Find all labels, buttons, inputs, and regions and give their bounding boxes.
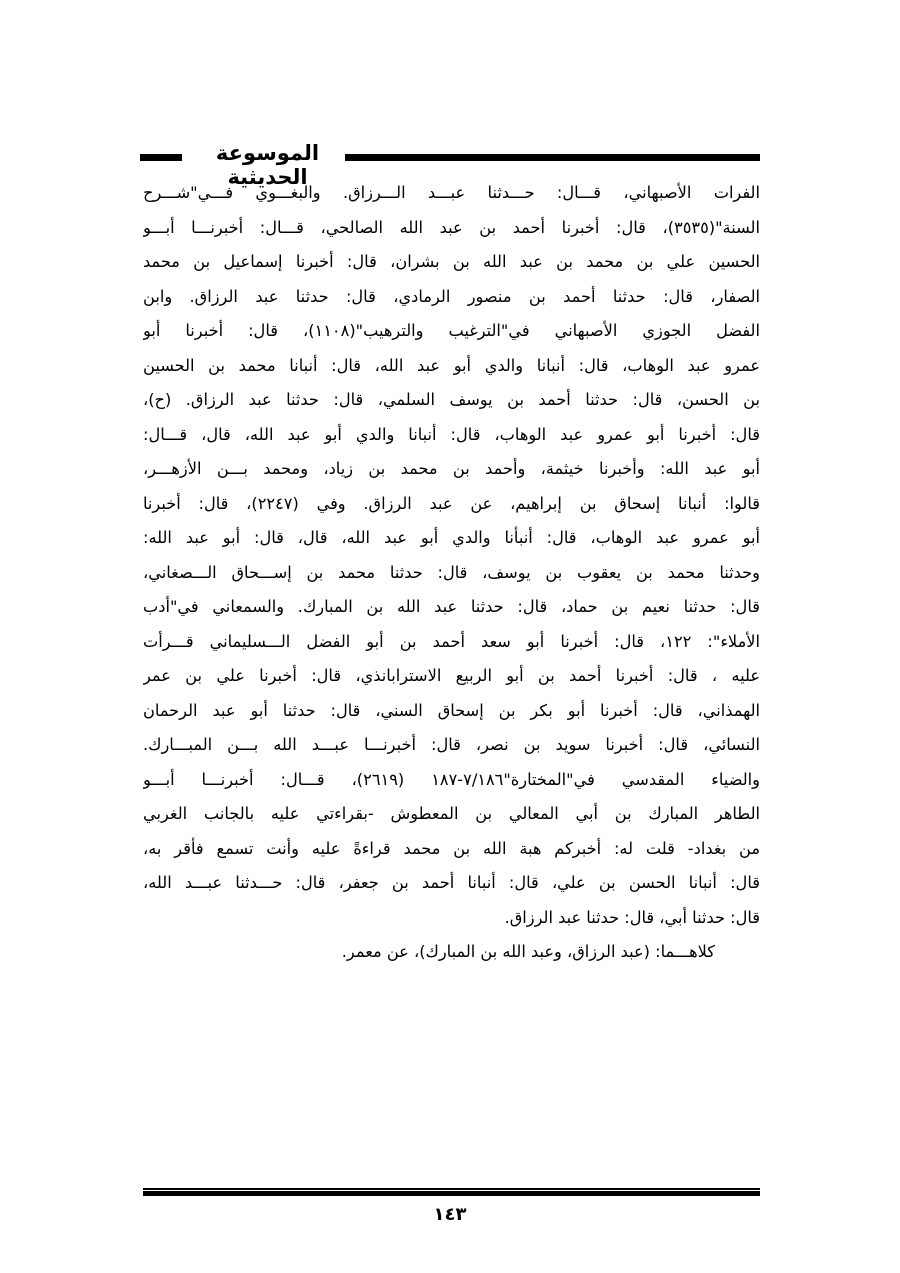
text-line: الأملاء": ١٢٢، قال: أخبرنا أبو سعد أحمد بن أبو الفضل الـــسليماني قـــرأت bbox=[143, 631, 760, 651]
text-line: قال: أنبانا الحسن بن علي، قال: أنبانا أحمد بن جعفر، قال: حـــدثنا عبـــد الله، bbox=[143, 873, 760, 892]
text-line: الفرات الأصبهاني، قـــال: حـــدثنا عبـــد الـــرزاق. والبغـــوي فـــي"شـــرح bbox=[143, 183, 760, 202]
text-line: الهمذاني، قال: أخبرنا أبو بكر بن إسحاق السني، قال: حدثنا أبو عبد الرحمان bbox=[143, 700, 760, 720]
text-line: السنة"(٣٥٣٥)، قال: أخبرنا أحمد بن عبد الله الصالحي، قـــال: أخبرنـــا أبـــو bbox=[143, 217, 760, 237]
text-line: النسائي، قال: أخبرنا سويد بن نصر، قال: أخبرنـــا عبـــد الله بـــن المبـــارك. bbox=[143, 735, 760, 754]
text-line: وحدثنا محمد بن يعقوب بن يوسف، قال: حدثنا محمد بن إســـحاق الـــصغاني، bbox=[143, 562, 760, 582]
header-rule-right bbox=[345, 154, 760, 161]
text-line: قال: حدثنا أبي، قال: حدثنا عبد الرزاق. bbox=[504, 907, 760, 927]
page-number: ١٤٣ bbox=[433, 1204, 467, 1225]
text-line: بن الحسن، قال: حدثنا أحمد بن يوسف السلمي، قال: حدثنا عبد الرزاق. (ح)، bbox=[143, 390, 760, 409]
text-line: والضياء المقدسي في"المختارة"٧/١٨٦-١٨٧ (٢٦١٩)، قـــال: أخبرنـــا أبـــو bbox=[143, 769, 760, 789]
text-line: الصفار، قال: حدثنا أحمد بن منصور الرمادي، قال: حدثنا عبد الرزاق. وابن bbox=[143, 286, 760, 306]
text-line: أبو عمرو عبد الوهاب، قال: أنبأنا والدي أبو عبد الله، قال، قال: أبو عبد الله: bbox=[143, 528, 760, 547]
text-line: قالوا: أنبانا إسحاق بن إبراهيم، عن عبد الرزاق. وفي (٢٢٤٧)، قال: أخبرنا bbox=[143, 493, 760, 513]
text-line: الفضل الجوزي الأصبهاني في"الترغيب والترهيب"(١١٠٨)، قال: أخبرنا أبو bbox=[143, 321, 760, 340]
page-body bbox=[143, 176, 760, 970]
header-rule-left bbox=[140, 154, 182, 161]
text-line: الحسين علي بن محمد بن عبد الله بن بشران، قال: أخبرنا إسماعيل بن محمد bbox=[143, 252, 760, 271]
text-line: أبو عبد الله: وأخبرنا خيثمة، وأحمد بن محمد بن زياد، ومحمد بـــن الأزهـــر، bbox=[143, 459, 760, 478]
text-line: من بغداد- قلت له: أخبركم هبة الله بن محمد قراءةً عليه وأنت تسمع فأقر به، bbox=[143, 838, 760, 858]
header-title: الموسوعة الحديثية bbox=[215, 141, 320, 189]
text-line: عمرو عبد الوهاب، قال: أنبانا والدي أبو عبد الله، قال: أنبانا محمد بن الحسين bbox=[143, 355, 760, 375]
text-line: عليه ، قال: أخبرنا أحمد بن أبو الربيع الاسترابانذي، قال: أخبرنا علي بن عمر bbox=[143, 666, 760, 685]
text-line: قال: حدثنا نعيم بن حماد، قال: حدثنا عبد الله بن المبارك. والسمعاني في"أدب bbox=[143, 597, 760, 616]
closing-line: كلاهـــما: (عبد الرزاق، وعبد الله بن المبارك)، عن معمر. bbox=[341, 942, 715, 961]
text-line: الطاهر المبارك بن أبي المعالي بن المعطوش -بقراءتي عليه بالجانب الغربي bbox=[143, 804, 760, 823]
text-line: قال: أخبرنا أبو عمرو عبد الوهاب، قال: أنبانا والدي أبو عبد الله، قال، قـــال: bbox=[143, 424, 760, 444]
footer-rule bbox=[143, 1188, 760, 1196]
running-header bbox=[140, 140, 760, 189]
